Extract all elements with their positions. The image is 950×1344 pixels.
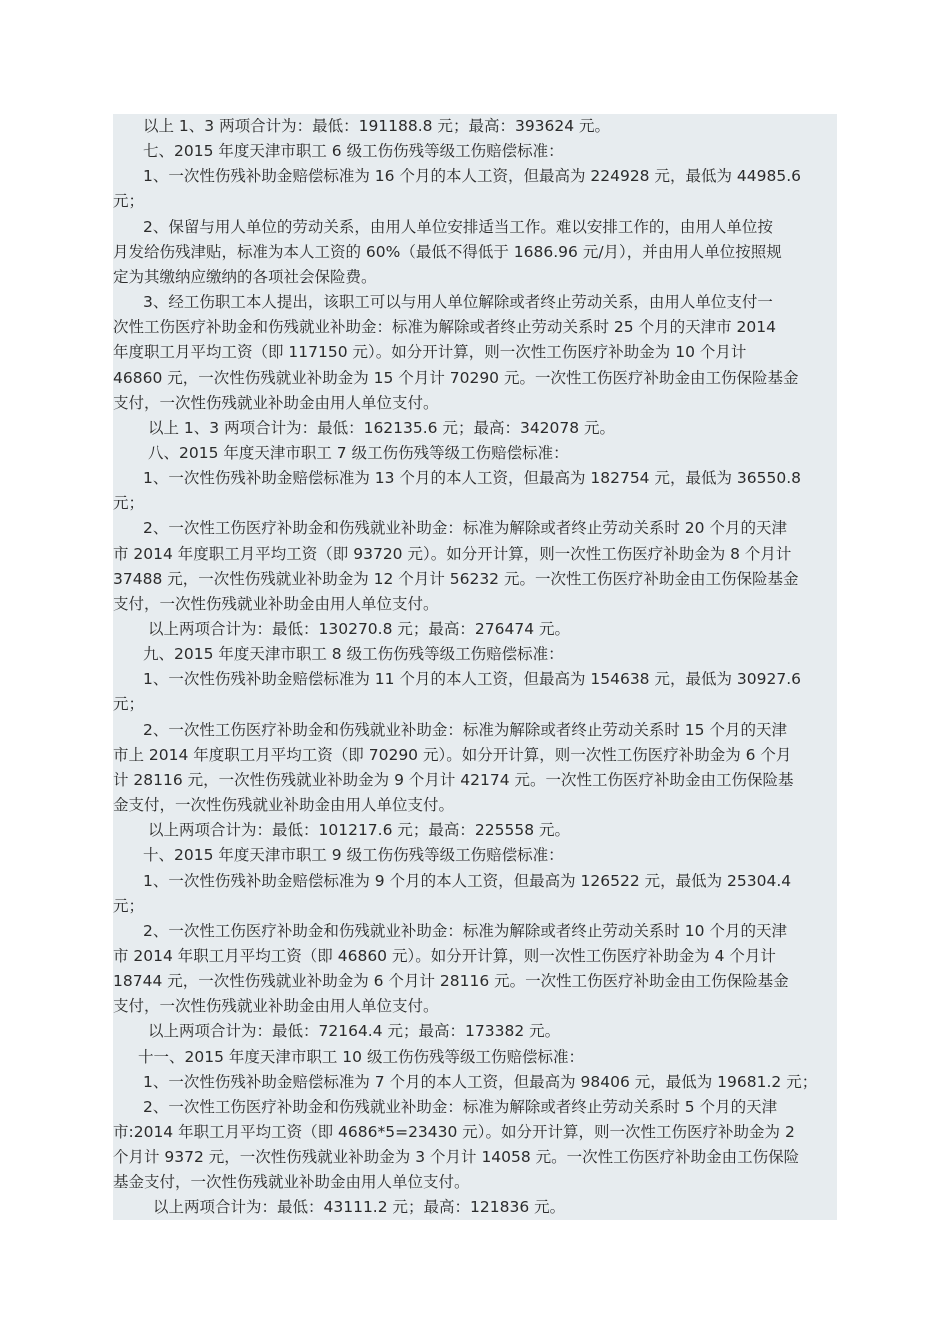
text-line: 3、经工伤职工本人提出，该职工可以与用人单位解除或者终止劳动关系，由用人单位支付一 (143, 293, 773, 312)
text-line: 以上 1、3 两项合计为：最低：162135.6 元；最高：342078 元。 (148, 418, 616, 437)
text-line: 以上两项合计为：最低：72164.4 元；最高：173382 元。 (148, 1022, 561, 1041)
text-line: 定为其缴纳应缴纳的各项社会保险费。 (113, 267, 377, 286)
text-line: 次性工伤医疗补助金和伤残就业补助金：标准为解除或者终止劳动关系时 25 个月的天津市 2014 (113, 318, 776, 337)
text-line: 2、一次性工伤医疗补助金和伤残就业补助金：标准为解除或者终止劳动关系时 15 个月的天津 (143, 720, 787, 739)
text-line: 以上两项合计为：最低：101217.6 元；最高：225558 元。 (148, 821, 570, 840)
text-line: 2、一次性工伤医疗补助金和伤残就业补助金：标准为解除或者终止劳动关系时 20 个月的天津 (143, 519, 787, 538)
text-line: 1、一次性伤残补助金赔偿标准为 9 个月的本人工资，但最高为 126522 元，最低为 25304.4 (143, 871, 792, 890)
text-line: 元； (113, 192, 145, 211)
text-line: 2、一次性工伤医疗补助金和伤残就业补助金：标准为解除或者终止劳动关系时 10 个月的天津 (143, 921, 787, 940)
text-line: 18744 元，一次性伤残就业补助金为 6 个月计 28116 元。一次性工伤医疗补助金由工伤保险基金 (113, 972, 789, 991)
text-line: 以上两项合计为：最低：130270.8 元；最高：276474 元。 (148, 620, 570, 638)
text-line: 以上两项合计为：最低：43111.2 元；最高：121836 元。 (153, 1198, 566, 1217)
text-line: 2、一次性工伤医疗补助金和伤残就业补助金：标准为解除或者终止劳动关系时 5 个月的天津 (143, 1097, 778, 1116)
text-line: 月发给伤残津贴，标准为本人工资的 60%（最低不得低于 1686.96 元/月），并由用人单位按照规 (113, 242, 782, 261)
text-line: 八、2015 年度天津市职工 7 级工伤伤残等级工伤赔偿标准： (148, 443, 569, 462)
text-line: 市 2014 年度职工月平均工资（即 93720 元）。如分开计算，则一次性工伤医疗补助金为 8 个月计 (113, 544, 792, 563)
text-line: 支付，一次性伤残就业补助金由用人单位支付。 (113, 393, 439, 412)
text-line: 市上 2014 年度职工月平均工资（即 70290 元）。如分开计算，则一次性工伤医疗补助金为 6 个月 (113, 745, 792, 764)
text-line: 2、保留与用人单位的劳动关系，由用人单位安排适当工作。难以安排工作的，由用人单位按 (143, 217, 773, 236)
text-line: 九、2015 年度天津市职工 8 级工伤伤残等级工伤赔偿标准： (143, 645, 564, 664)
text-line: 年度职工月平均工资（即 117150 元）。如分开计算，则一次性工伤医疗补助金为 10 个月计 (113, 343, 747, 362)
text-line: 1、一次性伤残补助金赔偿标准为 7 个月的本人工资，但最高为 98406 元，最低为 19681.2 元； (143, 1072, 818, 1091)
text-line: 元； (113, 695, 145, 714)
text-line: 七、2015 年度天津市职工 6 级工伤伤残等级工伤赔偿标准： (143, 142, 564, 161)
text-line: 1、一次性伤残补助金赔偿标准为 13 个月的本人工资，但最高为 182754 元，最低为 36550.8 (143, 469, 801, 488)
text-line: 十一、2015 年度天津市职工 10 级工伤伤残等级工伤赔偿标准： (138, 1047, 584, 1066)
document-body (113, 114, 837, 1220)
text-line: 计 28116 元，一次性伤残就业补助金为 9 个月计 42174 元。一次性工伤医疗补助金由工伤保险基 (113, 770, 794, 789)
text-line: 市:2014 年职工月平均工资（即 4686*5=23430 元）。如分开计算，则一次性工伤医疗补助金为 2 (113, 1123, 795, 1141)
text-line: 金支付，一次性伤残就业补助金由用人单位支付。 (113, 796, 455, 815)
text-line: 1、一次性伤残补助金赔偿标准为 16 个月的本人工资，但最高为 224928 元，最低为 44985.6 (143, 167, 801, 186)
text-line: 37488 元，一次性伤残就业补助金为 12 个月计 56232 元。一次性工伤医疗补助金由工伤保险基金 (113, 569, 799, 588)
text-line: 十、2015 年度天津市职工 9 级工伤伤残等级工伤赔偿标准： (143, 846, 564, 865)
text-line: 支付，一次性伤残就业补助金由用人单位支付。 (113, 594, 439, 613)
text-line: 个月计 9372 元，一次性伤残就业补助金为 3 个月计 14058 元。一次性工伤医疗补助金由工伤保险 (113, 1148, 800, 1167)
text-line: 46860 元，一次性伤残就业补助金为 15 个月计 70290 元。一次性工伤医疗补助金由工伤保险基金 (113, 368, 799, 387)
text-line: 基金支付，一次性伤残就业补助金由用人单位支付。 (113, 1173, 470, 1192)
text-line: 以上 1、3 两项合计为：最低：191188.8 元；最高：393624 元。 (143, 117, 611, 135)
text-line: 1、一次性伤残补助金赔偿标准为 11 个月的本人工资，但最高为 154638 元，最低为 30927.6 (143, 670, 801, 689)
text-line: 元； (113, 494, 145, 513)
text-line: 市 2014 年职工月平均工资（即 46860 元）。如分开计算，则一次性工伤医疗补助金为 4 个月计 (113, 946, 776, 965)
text-line: 元； (113, 896, 145, 915)
text-line: 支付，一次性伤残就业补助金由用人单位支付。 (113, 997, 439, 1016)
